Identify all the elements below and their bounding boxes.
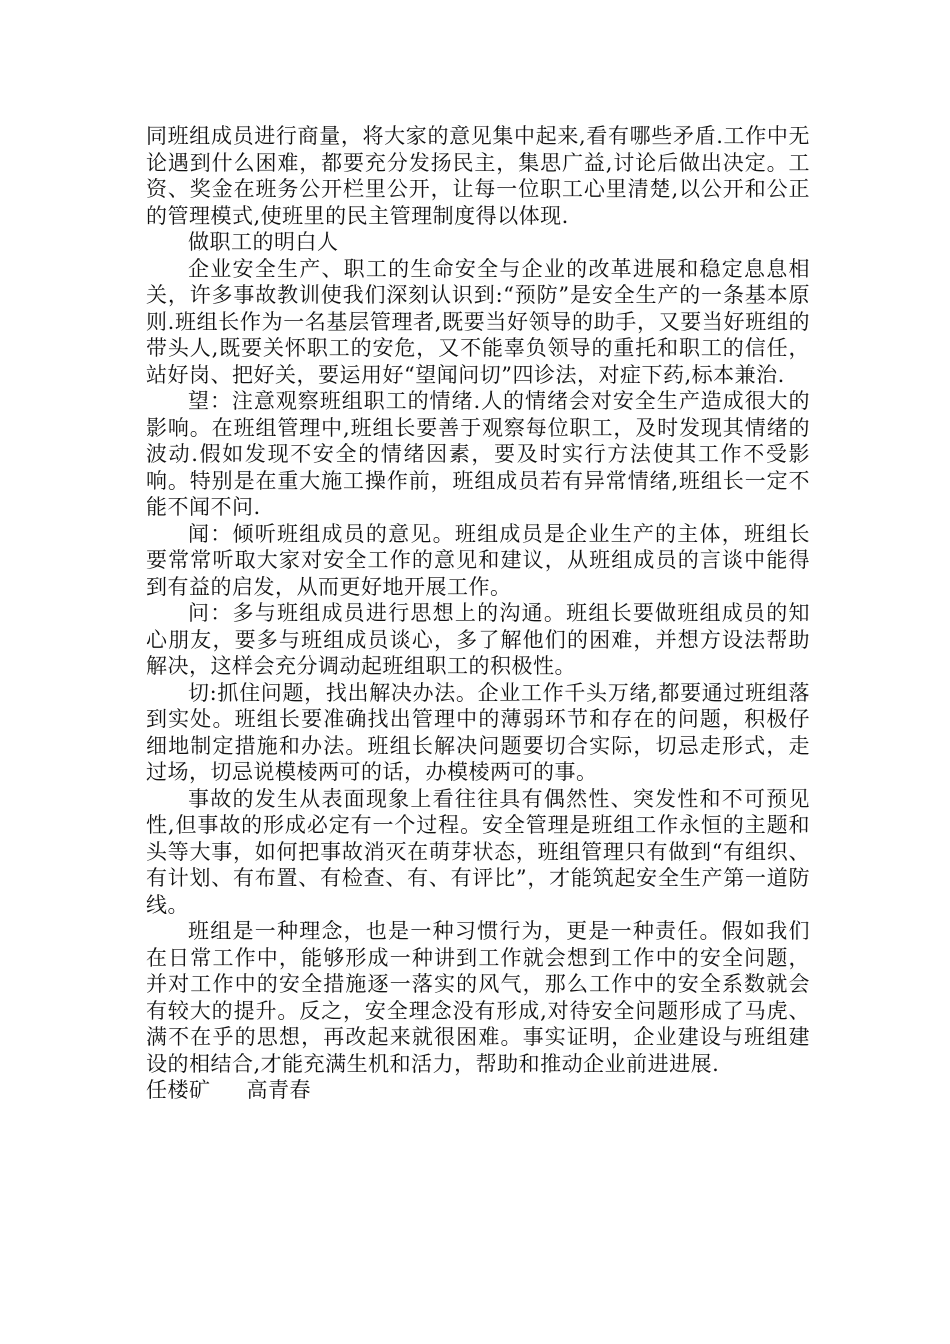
paragraph-diagnose: 切:抓住问题，找出解决办法。企业工作千头万绪,都要通过班组落到实处。班组长要准确找出管理中的薄弱环节和存在的问题，积极仔细地制定措施和办法。班组长解决问题要切合实际，切忌走形式，走过场，切忌说模棱两可的话，办模棱两可的事。 (146, 680, 810, 784)
paragraph-team-concept: 班组是一种理念，也是一种习惯行为，更是一种责任。假如我们在日常工作中，能够形成一种讲到工作就会想到工作中的安全问题，并对工作中的安全措施逐一落实的风气，那么工作中的安全系数就会有较大的提升。反之，安全理念没有形成,对待安全问题形成了马虎、满不在乎的思想，再改起来就很困难。事实证明，企业建设与班组建设的相结合,才能充满生机和活力，帮助和推动企业前进进展. (146, 919, 810, 1076)
paragraph-listen: 闻：倾听班组成员的意见。班组成员是企业生产的主体，班组长要常常听取大家对安全工作的意见和建议，从班组成员的言谈中能得到有益的启发，从而更好地开展工作。 (146, 521, 810, 599)
section-heading: 做职工的明白人 (188, 230, 339, 254)
signature-unit: 任楼矿 (146, 1078, 211, 1102)
paragraph-ask: 问：多与班组成员进行思想上的沟通。班组长要做班组成员的知心朋友，要多与班组成员谈心，多了解他们的困难，并想方设法帮助解决，这样会充分调动起班组职工的积极性。 (146, 601, 810, 678)
paragraph-safety-principle: 企业安全生产、职工的生命安全与企业的改革进展和稳定息息相关，许多事故教训使我们深刻认识到:“预防”是安全生产的一条基本原则.班组长作为一名基层管理者,既要当好领导的助手，又要当好班组的带头人,既要关怀职工的安危，又不能辜负领导的重托和职工的信任，站好岗、把好关，要运用好“望闻问切”四诊法，对症下药,标本兼治. (146, 256, 810, 387)
signature-line (146, 1077, 810, 1104)
paragraph-accident-process: 事故的发生从表面现象上看往往具有偶然性、突发性和不可预见性,但事故的形成必定有一个过程。安全管理是班组工作永恒的主题和头等大事，如何把事故消灭在萌芽状态，班组管理只有做到“有组织、有计划、有布置、有检查、有、有评比”，才能筑起安全生产第一道防线。 (146, 786, 810, 917)
paragraph-observe: 望：注意观察班组职工的情绪.人的情绪会对安全生产造成很大的影响。在班组管理中,班组长要善于观察每位职工，及时发现其情绪的波动.假如发现不安全的情绪因素，要及时实行方法使其工作不受影响。特别是在重大施工操作前，班组成员若有异常情绪,班组长一定不能不闻不问. (146, 389, 810, 519)
paragraph-democracy: 同班组成员进行商量，将大家的意见集中起来,看有哪些矛盾.工作中无论遇到什么困难，都要充分发扬民主，集思广益,讨论后做出决定。工资、奖金在班务公开栏里公开，让每一位职工心里清楚,以公开和公正的管理模式,使班里的民主管理制度得以体现. (146, 124, 810, 228)
signature-author: 高青春 (246, 1078, 311, 1102)
document-body (146, 123, 810, 1104)
